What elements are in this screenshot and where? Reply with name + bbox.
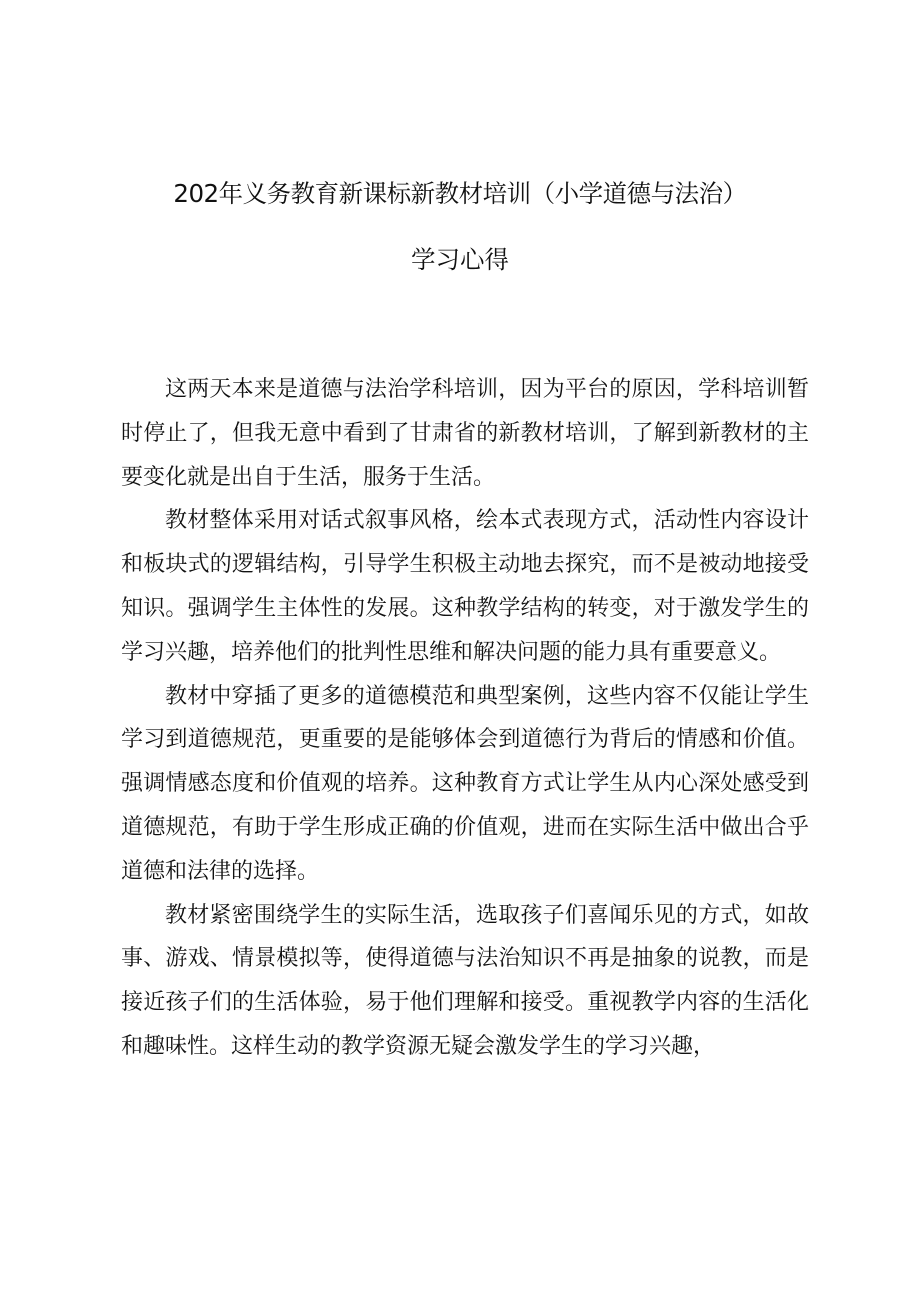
paragraph: 教材紧密围绕学生的实际生活，选取孩子们喜闻乐见的方式，如故事、游戏、情景模拟等，使得道德与法治知识不再是抽象的说教，而是接近孩子们的生活体验，易于他们理解和接受。重视教学内容的生活化和趣味性。这样生动的教学资源无疑会激发学生的学习兴趣， xyxy=(121,902,809,1059)
paragraph: 教材中穿插了更多的道德模范和典型案例，这些内容不仅能让学生学习到道德规范，更重要的是能够体会到道德行为背后的情感和价值。强调情感态度和价值观的培养。这种教育方式让学生从内心深处感受到道德规范，有助于学生形成正确的价值观，进而在实际生活中做出合乎道德和法律的选择。 xyxy=(121,683,809,884)
paragraph: 这两天本来是道德与法治学科培训，因为平台的原因，学科培训暂时停止了，但我无意中看到了甘肃省的新教材培训，了解到新教材的主要变化就是出自于生活，服务于生活。 xyxy=(121,377,809,490)
paragraph: 教材整体采用对话式叙事风格，绘本式表现方式，活动性内容设计和板块式的逻辑结构，引导学生积极主动地去探究，而不是被动地接受知识。强调学生主体性的发展。这种教学结构的转变，对于激发学生的学习兴趣，培养他们的批判性思维和解决问题的能力具有重要意义。 xyxy=(121,508,809,665)
title-line-1: 202年义务教育新课标新教材培训（小学道德与法治） xyxy=(173,179,747,208)
title-line-2: 学习心得 xyxy=(411,245,509,274)
document-body xyxy=(121,368,809,1069)
document-title xyxy=(0,176,920,278)
